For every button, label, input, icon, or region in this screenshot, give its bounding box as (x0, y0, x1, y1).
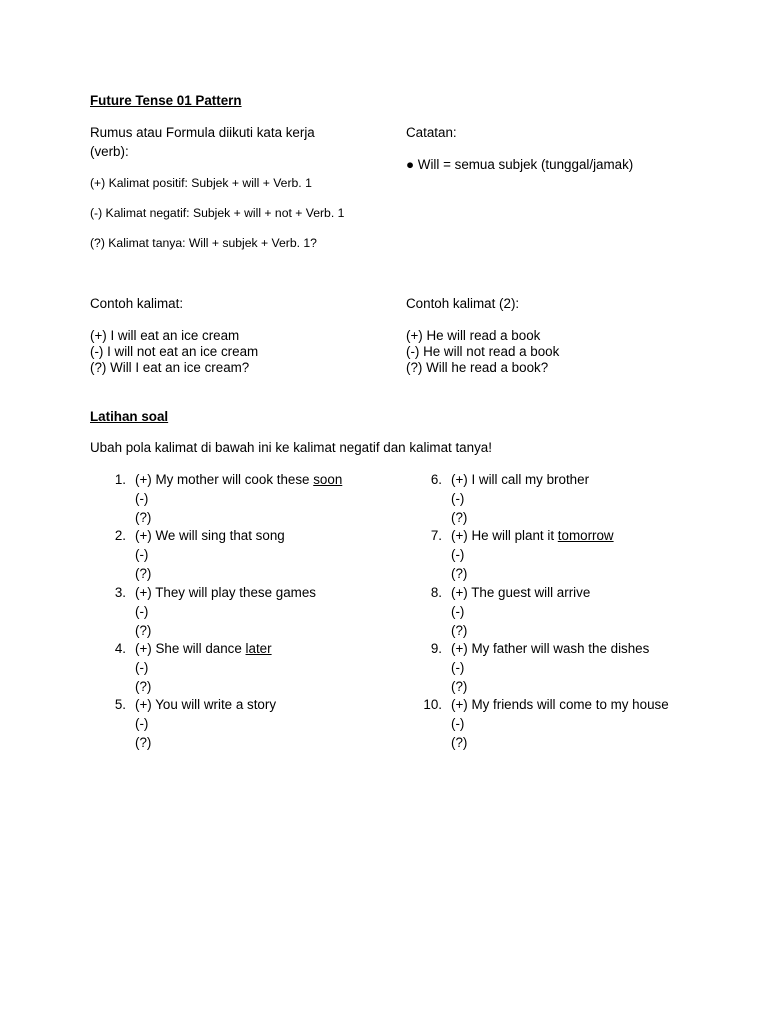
notes-label: Catatan: (406, 125, 457, 140)
notes-bullet: ● Will = semua subjek (tunggal/jamak) (406, 157, 634, 172)
exercise-number: 1. (114, 472, 126, 487)
exercise-positive (135, 585, 316, 600)
exercise-underlined-word: later (245, 641, 272, 656)
exercise-negative-blank: (-) (135, 491, 149, 506)
exercise-item (90, 641, 390, 699)
exercise-question-blank: (?) (135, 510, 152, 525)
exercise-question-blank: (?) (135, 623, 152, 638)
exercise-positive (451, 472, 589, 487)
exercise-number: 10. (423, 697, 442, 712)
example2-negative: (-) He will not read a book (406, 344, 560, 359)
exercise-number: 7. (430, 528, 442, 543)
exercise-positive-text: (+) My father will wash the dishes (451, 641, 650, 656)
exercise-number: 4. (114, 641, 126, 656)
exercise-positive (135, 472, 342, 487)
example2-positive: (+) He will read a book (406, 328, 541, 343)
exercise-item (406, 697, 706, 755)
exercise-question-blank: (?) (451, 566, 468, 581)
exercise-positive (451, 528, 614, 543)
exercise-question-blank: (?) (135, 679, 152, 694)
exercise-item (90, 697, 390, 755)
formula-intro-verb: (verb): (90, 144, 129, 159)
exercise-number: 2. (114, 528, 126, 543)
exercise-positive (135, 641, 272, 656)
exercise-negative-blank: (-) (451, 604, 465, 619)
exercise-positive-text: (+) We will sing that song (135, 528, 285, 543)
formula-intro: Rumus atau Formula diikuti kata kerja (90, 125, 315, 140)
exercise-instruction: Ubah pola kalimat di bawah ini ke kalimat negatif dan kalimat tanya! (90, 440, 492, 455)
exercise-negative-blank: (-) (135, 547, 149, 562)
exercise-positive-text: (+) She will dance (135, 641, 246, 656)
exercise-question-blank: (?) (451, 623, 468, 638)
exercise-negative-blank: (-) (135, 716, 149, 731)
exercise-number: 8. (430, 585, 442, 600)
exercise-underlined-word: tomorrow (557, 528, 614, 543)
exercise-positive (135, 528, 285, 543)
exercise-positive-text: (+) My friends will come to my house (451, 697, 669, 712)
example1-negative: (-) I will not eat an ice cream (90, 344, 259, 359)
exercise-item (406, 585, 706, 643)
exercise-positive (451, 641, 649, 656)
exercise-item (90, 585, 390, 643)
exercise-positive (451, 697, 669, 712)
exercise-positive-text: (+) They will play these games (135, 585, 316, 600)
exercise-positive-text: (+) He will plant it (451, 528, 558, 543)
exercise-negative-blank: (-) (451, 716, 465, 731)
exercise-positive-text: (+) My mother will cook these (135, 472, 314, 487)
example1-positive: (+) I will eat an ice cream (90, 328, 240, 343)
exercise-negative-blank: (-) (135, 660, 149, 675)
exercise-number: 3. (114, 585, 126, 600)
example1-question: (?) Will I eat an ice cream? (90, 360, 250, 375)
example1-label: Contoh kalimat: (90, 296, 184, 311)
exercise-negative-blank: (-) (451, 547, 465, 562)
exercise-question-blank: (?) (135, 735, 152, 750)
exercise-positive-text: (+) You will write a story (135, 697, 277, 712)
exercise-question-blank: (?) (451, 510, 468, 525)
exercise-item (90, 472, 390, 530)
exercise-question-blank: (?) (451, 735, 468, 750)
page-title: Future Tense 01 Pattern (90, 93, 242, 108)
exercise-question-blank: (?) (135, 566, 152, 581)
formula-positive: (+) Kalimat positif: Subjek + will + Verb. 1 (90, 176, 312, 190)
exercise-item (406, 641, 706, 699)
formula-question: (?) Kalimat tanya: Will + subjek + Verb. 1? (90, 236, 317, 250)
exercise-item (406, 472, 706, 530)
exercise-number: 9. (430, 641, 442, 656)
exercise-positive-text: (+) The guest will arrive (451, 585, 591, 600)
exercise-negative-blank: (-) (135, 604, 149, 619)
exercise-number: 6. (430, 472, 442, 487)
exercise-heading: Latihan soal (90, 409, 169, 424)
exercise-underlined-word: soon (313, 472, 343, 487)
exercise-item (406, 528, 706, 586)
formula-negative: (-) Kalimat negatif: Subjek + will + not + Verb. 1 (90, 206, 345, 220)
exercise-negative-blank: (-) (451, 491, 465, 506)
exercise-question-blank: (?) (451, 679, 468, 694)
exercise-item (90, 528, 390, 586)
exercise-negative-blank: (-) (451, 660, 465, 675)
exercise-positive (135, 697, 276, 712)
example2-label: Contoh kalimat (2): (406, 296, 520, 311)
exercise-positive (451, 585, 590, 600)
exercise-positive-text: (+) I will call my brother (451, 472, 590, 487)
example2-question: (?) Will he read a book? (406, 360, 549, 375)
exercise-number: 5. (114, 697, 126, 712)
